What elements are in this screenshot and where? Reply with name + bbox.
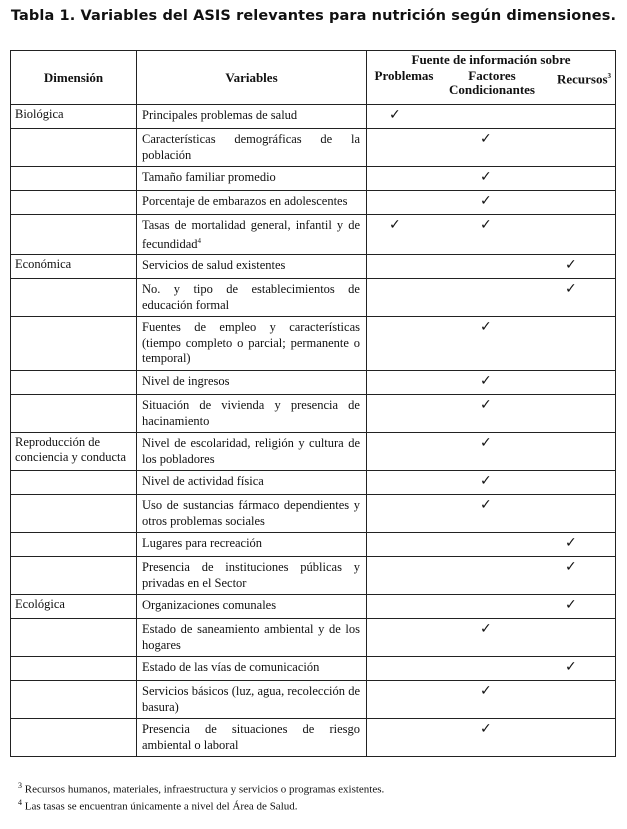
check-problemas-icon: ✓ [389,107,401,123]
table-row [11,619,616,657]
variable-cell: Estado de las vías de comunicación [137,657,367,681]
footnote-3: $^3$ Recursos humanos, materiales, infraestructura y servicios o programas existentes. [18,781,385,796]
dimension-cell-empty [11,495,137,533]
source-cell [367,395,616,433]
footnote-4: $^4$ Las tasas se encuentran únicamente a nivel del Área de Salud. [18,798,298,813]
dimension-cell-empty [11,215,137,255]
dimension-cell: Ecológica [11,595,137,619]
dimension-cell-empty [11,395,137,433]
dimension-cell-empty [11,191,137,215]
check-recursos-icon: ✓ [565,559,577,576]
dimension-cell-empty [11,279,137,317]
variable-cell: Porcentaje de embarazos en adolescentes [137,191,367,215]
variable-cell: Organizaciones comunales [137,595,367,619]
table-row [11,279,616,317]
header-recursos: Recursos$^3$ [556,71,611,87]
source-cell [367,533,616,557]
table-row [11,105,616,129]
source-cell [367,619,616,657]
source-cell [367,681,616,719]
table-title: Tabla 1. Variables del ASIS relevantes para nutrición según dimensiones. [10,8,617,24]
dimension-cell-empty [11,657,137,681]
dimension-cell: Reproducción de conciencia y conducta [11,433,137,471]
source-cell [367,129,616,167]
check-factores-icon: ✓ [480,721,492,738]
check-factores-icon: ✓ [480,621,492,638]
table-row [11,371,616,395]
source-cell [367,719,616,757]
source-cell [367,471,616,495]
check-problemas-icon: ✓ [389,217,401,233]
source-cell [367,595,616,619]
header-source [367,51,616,105]
table-row [11,433,616,471]
check-recursos-icon: ✓ [565,257,577,274]
variable-cell: Presencia de instituciones públicas y privadas en el Sector [137,557,367,595]
check-recursos-icon: ✓ [565,281,577,298]
source-cell [367,371,616,395]
variable-cell: Nivel de actividad física [137,471,367,495]
table-row [11,129,616,167]
variable-cell: Estado de saneamiento ambiental y de los hogares [137,619,367,657]
variable-cell: Nivel de ingresos [137,371,367,395]
check-recursos-icon: ✓ [565,659,577,676]
dimension-cell-empty [11,317,137,371]
table-row [11,191,616,215]
variable-cell: No. y tipo de establecimientos de educación formal [137,279,367,317]
source-cell [367,495,616,533]
variable-cell: Características demográficas de la población [137,129,367,167]
dimension-cell-empty [11,129,137,167]
dimension-cell-empty [11,533,137,557]
source-cell [367,557,616,595]
table-row [11,595,616,619]
table-row [11,533,616,557]
dimension-cell-empty [11,619,137,657]
check-recursos-icon: ✓ [565,597,577,614]
header-variables: Variables [137,51,367,105]
variables-table [10,50,616,757]
header-source-title: Fuente de información sobre [411,52,571,67]
variable-cell: Situación de vivienda y presencia de hacinamiento [137,395,367,433]
source-cell [367,317,616,371]
table-row [11,657,616,681]
source-cell [367,255,616,279]
table-row [11,215,616,255]
variable-cell: Fuentes de empleo y características (tiempo completo o parcial; permanente o temporal) [137,317,367,371]
check-factores-icon: ✓ [480,193,492,209]
source-cell [367,433,616,471]
table-row [11,255,616,279]
table-row [11,471,616,495]
dimension-cell-empty [11,681,137,719]
table-row [11,681,616,719]
variable-cell: Servicios de salud existentes [137,255,367,279]
variable-cell: Servicios básicos (luz, agua, recolección de basura) [137,681,367,719]
source-cell [367,167,616,191]
check-factores-icon: ✓ [480,435,492,452]
dimension-cell-empty [11,471,137,495]
source-cell [367,191,616,215]
variable-cell: Tamaño familiar promedio [137,167,367,191]
table-row [11,167,616,191]
check-factores-icon: ✓ [480,217,492,233]
variable-cell: Lugares para recreación [137,533,367,557]
check-recursos-icon: ✓ [565,535,577,552]
source-cell [367,215,616,255]
dimension-cell-empty [11,167,137,191]
check-factores-icon: ✓ [480,319,492,336]
variable-cell: Presencia de situaciones de riesgo ambiental o laboral [137,719,367,757]
check-factores-icon: ✓ [480,397,492,414]
header-factores: Factores Condicionantes [449,68,535,97]
variable-cell: Nivel de escolaridad, religión y cultura de los pobladores [137,433,367,471]
header-problemas: Problemas [374,68,434,83]
variable-cell: Tasas de mortalidad general, infantil y de fecundidad$^4$ [137,215,367,255]
table-row [11,557,616,595]
source-cell [367,657,616,681]
source-cell [367,279,616,317]
check-factores-icon: ✓ [480,683,492,700]
table-row [11,495,616,533]
table-row [11,395,616,433]
table-row [11,317,616,371]
dimension-cell-empty [11,719,137,757]
table-row [11,719,616,757]
variable-cell: Principales problemas de salud [137,105,367,129]
dimension-cell-empty [11,557,137,595]
check-factores-icon: ✓ [480,131,492,147]
check-factores-icon: ✓ [480,373,492,390]
header-dimension: Dimensión [11,51,137,105]
source-cell [367,105,616,129]
check-factores-icon: ✓ [480,169,492,185]
dimension-cell: Económica [11,255,137,279]
check-factores-icon: ✓ [480,497,492,514]
check-factores-icon: ✓ [480,473,492,490]
dimension-cell: Biológica [11,105,137,129]
dimension-cell-empty [11,371,137,395]
variable-cell: Uso de sustancias fármaco dependientes y otros problemas sociales [137,495,367,533]
